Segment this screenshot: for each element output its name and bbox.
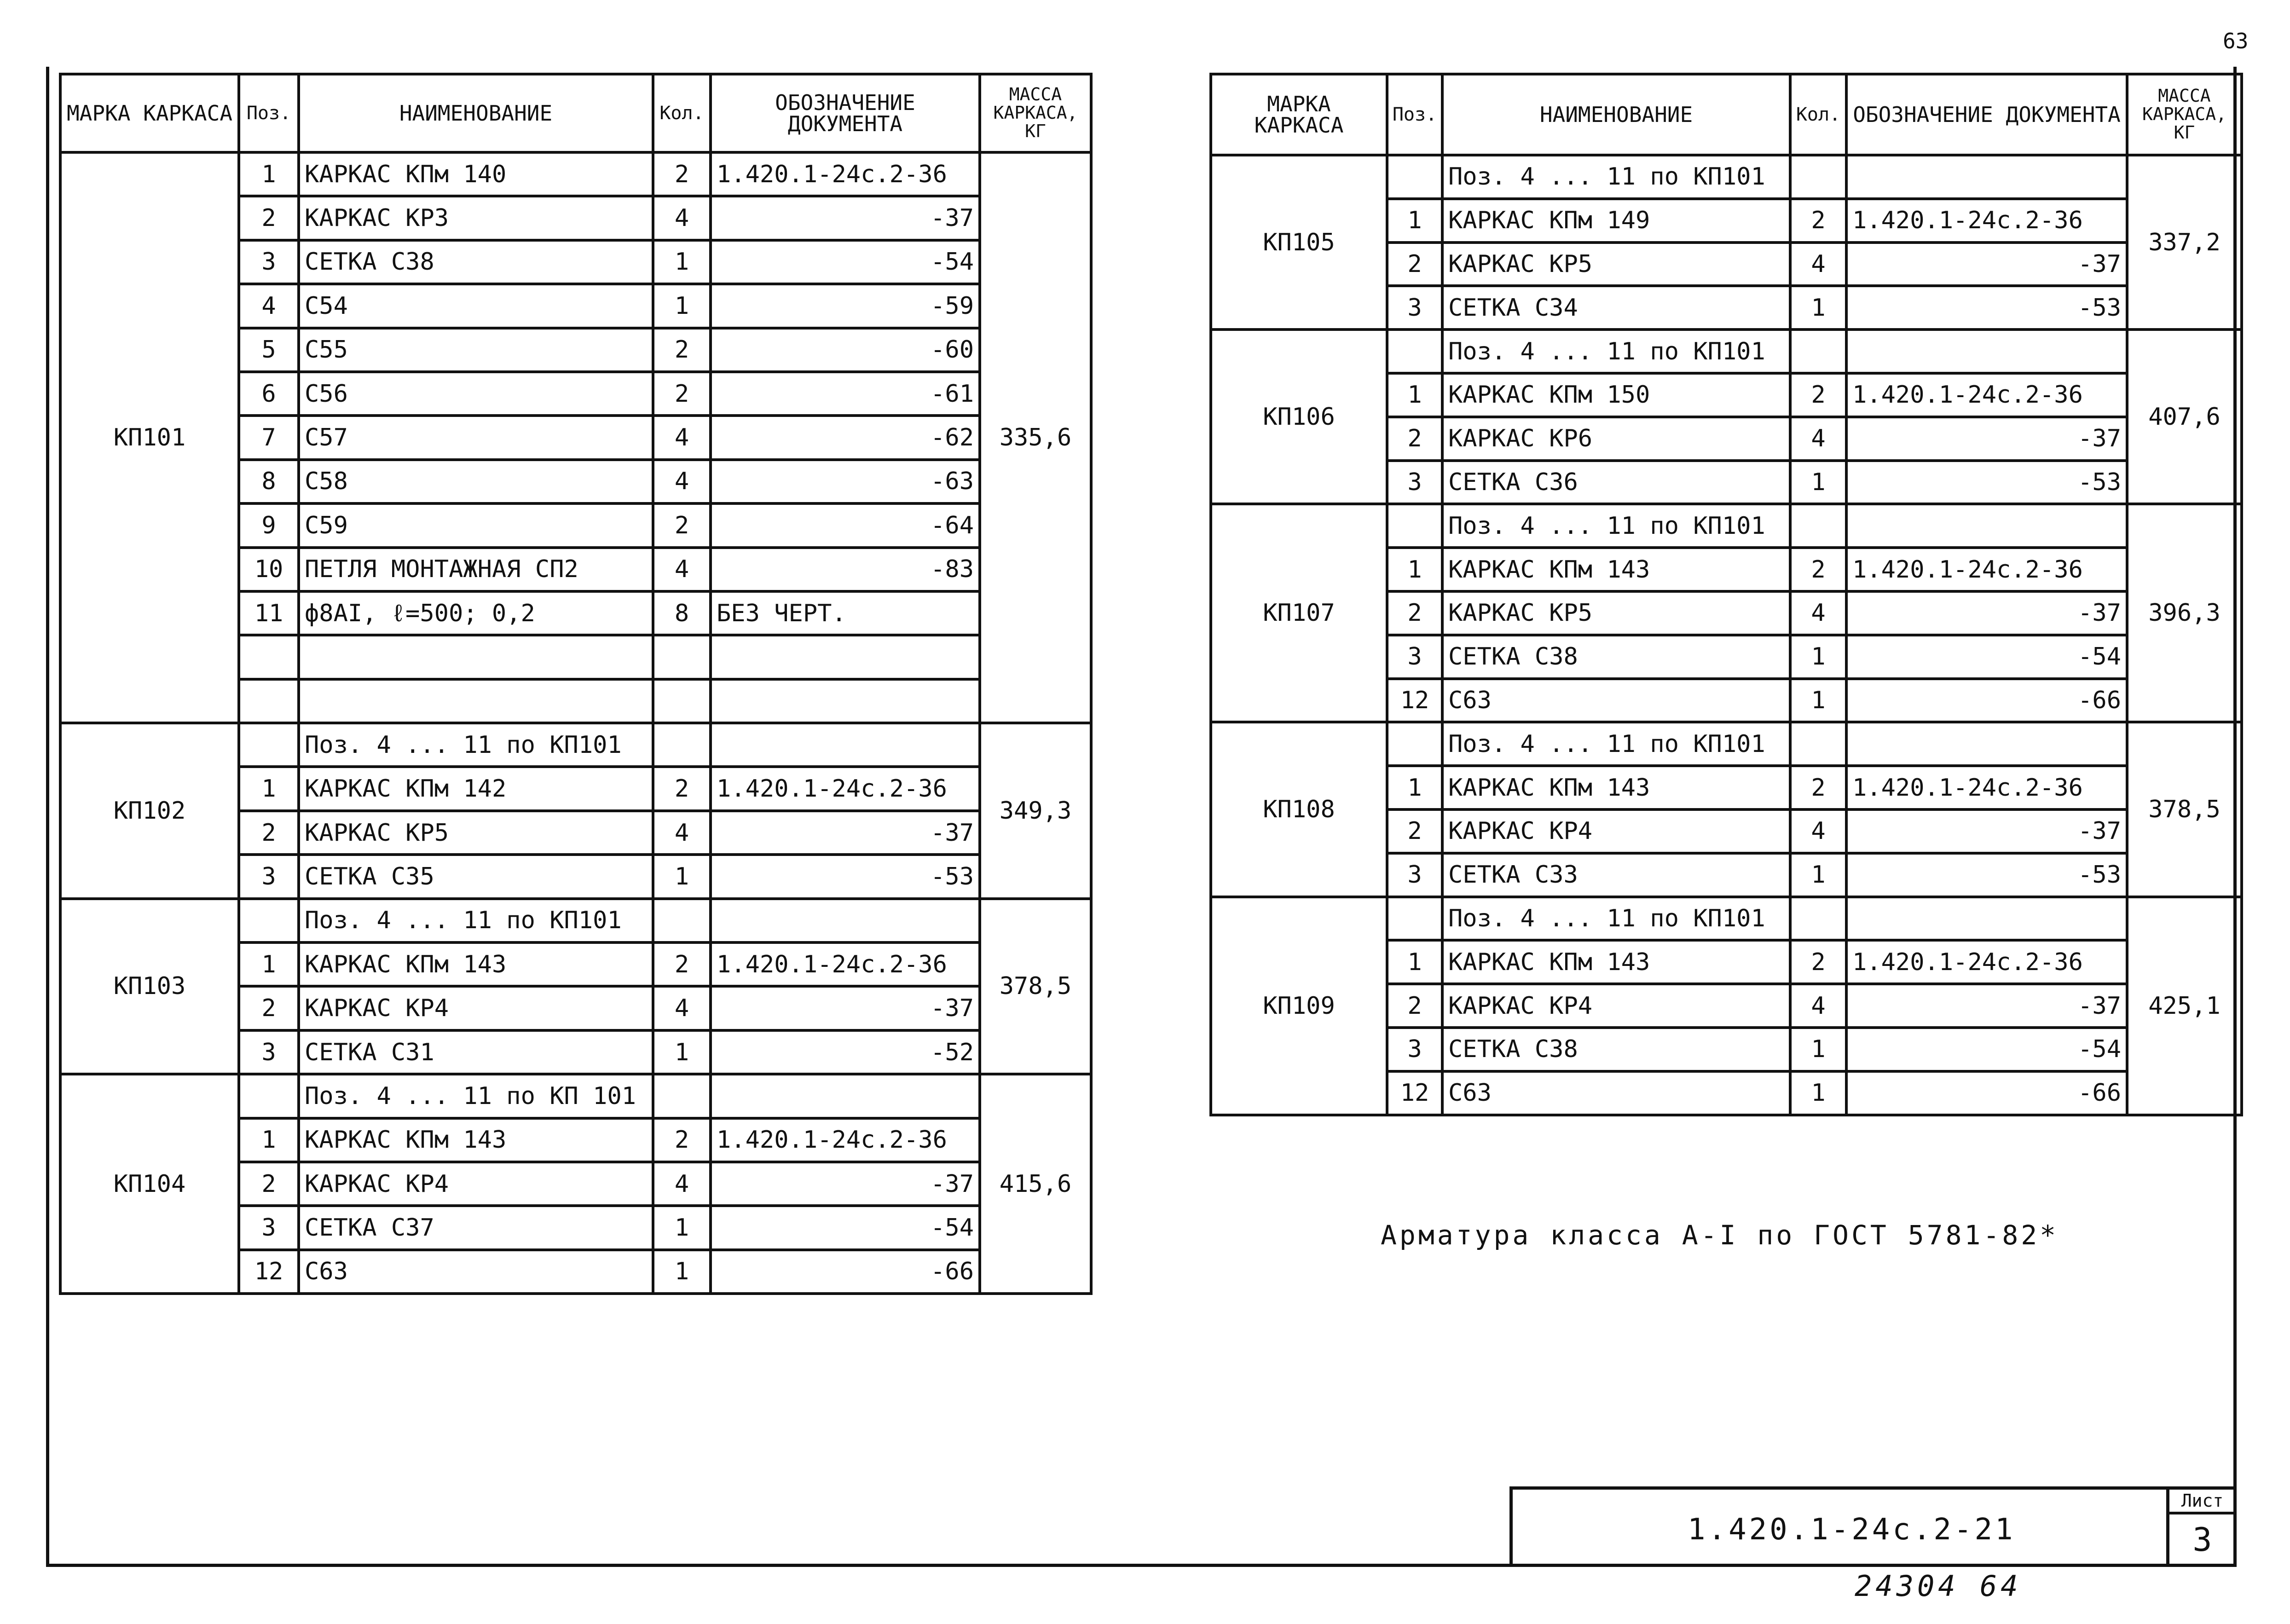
item-name: СЕТКА С38	[299, 240, 653, 284]
document-designation: -54	[1846, 1028, 2127, 1071]
item-quantity: 4	[1790, 417, 1846, 461]
item-quantity: 1	[1790, 635, 1846, 679]
frame-mass: 349,3	[980, 723, 1091, 899]
document-designation: -37	[711, 196, 980, 240]
position-number: 3	[239, 855, 299, 898]
frame-mass: 378,5	[980, 899, 1091, 1075]
item-name: Поз. 4 ... 11 по КП101	[1442, 897, 1790, 941]
frame-mass: 415,6	[980, 1074, 1091, 1294]
item-quantity: 1	[1790, 1071, 1846, 1115]
frame-mass: 335,6	[980, 152, 1091, 723]
item-quantity: 4	[1790, 243, 1846, 286]
position-number: 3	[1387, 1028, 1442, 1071]
header-doc: ОБОЗНАЧЕНИЕ ДОКУМЕНТА	[711, 74, 980, 152]
frame-mass: 425,1	[2127, 897, 2242, 1115]
item-name: С54	[299, 284, 653, 328]
document-designation: -54	[711, 1206, 980, 1249]
item-quantity: 2	[1790, 940, 1846, 984]
reinforcement-note: Арматура класса А-I по ГОСТ 5781-82*	[1381, 1219, 2059, 1251]
frame-mark: КП107	[1211, 504, 1387, 722]
item-quantity	[653, 723, 711, 767]
document-designation: 1.420.1-24с.2-36	[711, 767, 980, 810]
document-designation: -54	[711, 240, 980, 284]
header-name: НАИМЕНОВАНИЕ	[299, 74, 653, 152]
table-row	[60, 899, 1091, 942]
item-name: С63	[1442, 1071, 1790, 1115]
document-designation	[711, 635, 980, 679]
item-quantity: 4	[1790, 809, 1846, 853]
item-name: ф8АI, ℓ=500; 0,2	[299, 591, 653, 635]
item-name	[299, 635, 653, 679]
item-name: С58	[299, 460, 653, 503]
item-quantity: 4	[653, 548, 711, 591]
item-quantity: 4	[653, 1162, 711, 1206]
position-number: 2	[1387, 809, 1442, 853]
position-number: 5	[239, 328, 299, 372]
item-name: СЕТКА С37	[299, 1206, 653, 1249]
table-row	[1211, 329, 2242, 373]
position-number: 12	[1387, 1071, 1442, 1115]
document-designation: -52	[711, 1030, 980, 1074]
position-number	[239, 1074, 299, 1118]
header-pos: Поз.	[1387, 74, 1442, 155]
left-spec-table	[59, 73, 1093, 1295]
item-quantity	[653, 899, 711, 942]
table-row	[60, 1074, 1091, 1118]
position-number: 2	[239, 1162, 299, 1206]
position-number	[239, 899, 299, 942]
position-number: 1	[239, 942, 299, 986]
header-name: НАИМЕНОВАНИЕ	[1442, 74, 1790, 155]
item-quantity: 1	[1790, 461, 1846, 504]
frame-mark: КП102	[60, 723, 239, 899]
frame-mark: КП106	[1211, 329, 1387, 504]
sheet-label: Лист	[2169, 1490, 2235, 1514]
item-name	[299, 679, 653, 723]
frame-mass: 378,5	[2127, 722, 2242, 896]
document-designation	[711, 899, 980, 942]
document-designation: -37	[1846, 984, 2127, 1028]
position-number: 2	[1387, 417, 1442, 461]
item-quantity: 2	[653, 372, 711, 416]
position-number: 8	[239, 460, 299, 503]
document-designation	[1846, 722, 2127, 766]
frame-mark: КП104	[60, 1074, 239, 1294]
frame-mass: 407,6	[2127, 329, 2242, 504]
position-number: 1	[1387, 766, 1442, 809]
item-quantity	[1790, 329, 1846, 373]
position-number: 1	[1387, 940, 1442, 984]
document-designation	[711, 1074, 980, 1118]
position-number: 11	[239, 591, 299, 635]
item-quantity: 2	[653, 1118, 711, 1162]
item-name: СЕТКА С34	[1442, 286, 1790, 329]
position-number: 2	[1387, 984, 1442, 1028]
frame-mark: КП103	[60, 899, 239, 1075]
header-mark: МАРКА КАРКАСА	[60, 74, 239, 152]
position-number	[1387, 155, 1442, 199]
position-number: 2	[1387, 243, 1442, 286]
position-number: 3	[239, 240, 299, 284]
frame-mass: 337,2	[2127, 155, 2242, 329]
position-number: 3	[1387, 286, 1442, 329]
item-name: Поз. 4 ... 11 по КП101	[1442, 155, 1790, 199]
item-name: КАРКАС КР5	[299, 811, 653, 855]
item-quantity: 2	[1790, 199, 1846, 243]
item-name: С56	[299, 372, 653, 416]
document-designation: -60	[711, 328, 980, 372]
position-number	[1387, 329, 1442, 373]
position-number: 2	[1387, 591, 1442, 635]
item-name: Поз. 4 ... 11 по КП101	[299, 723, 653, 767]
item-name: Поз. 4 ... 11 по КП101	[1442, 722, 1790, 766]
document-designation: -66	[711, 1250, 980, 1294]
table-row	[60, 723, 1091, 767]
document-designation: -66	[1846, 679, 2127, 722]
item-quantity: 1	[1790, 853, 1846, 897]
position-number	[1387, 722, 1442, 766]
position-number: 1	[1387, 199, 1442, 243]
item-quantity: 4	[1790, 591, 1846, 635]
position-number: 1	[1387, 548, 1442, 591]
position-number: 10	[239, 548, 299, 591]
position-number: 1	[239, 152, 299, 196]
document-code: 1.420.1-24с.2-21	[1688, 1513, 2016, 1547]
item-name: КАРКАС КР6	[1442, 417, 1790, 461]
table-row	[1211, 897, 2242, 941]
item-quantity	[653, 1074, 711, 1118]
document-designation: -66	[1846, 1071, 2127, 1115]
item-name: СЕТКА С36	[1442, 461, 1790, 504]
item-name: СЕТКА С35	[299, 855, 653, 898]
position-number: 3	[1387, 461, 1442, 504]
table-row	[1211, 722, 2242, 766]
item-quantity: 4	[653, 416, 711, 459]
position-number: 1	[1387, 373, 1442, 417]
frame-mark: КП109	[1211, 897, 1387, 1115]
position-number: 7	[239, 416, 299, 459]
position-number	[239, 723, 299, 767]
item-quantity	[1790, 897, 1846, 941]
item-name: КАРКАС КПм 140	[299, 152, 653, 196]
frame-mass: 396,3	[2127, 504, 2242, 722]
position-number	[1387, 504, 1442, 548]
item-name: Поз. 4 ... 11 по КП101	[1442, 329, 1790, 373]
item-name: С57	[299, 416, 653, 459]
position-number: 2	[239, 986, 299, 1030]
item-name: КАРКАС КПм 142	[299, 767, 653, 810]
item-quantity: 4	[653, 986, 711, 1030]
position-number: 3	[1387, 853, 1442, 897]
item-quantity: 2	[653, 152, 711, 196]
item-name: КАРКАС КР4	[1442, 984, 1790, 1028]
position-number: 6	[239, 372, 299, 416]
position-number: 3	[239, 1030, 299, 1074]
document-designation: БЕЗ ЧЕРТ.	[711, 591, 980, 635]
item-quantity: 4	[653, 460, 711, 503]
document-designation: 1.420.1-24с.2-36	[1846, 766, 2127, 809]
item-quantity: 1	[653, 1250, 711, 1294]
item-name: КАРКАС КПм 143	[1442, 940, 1790, 984]
item-quantity	[653, 635, 711, 679]
right-spec-table	[1209, 73, 2243, 1116]
item-quantity: 2	[653, 767, 711, 810]
header-mass: МАССА КАРКАСА, КГ	[980, 74, 1091, 152]
item-quantity: 1	[653, 855, 711, 898]
document-designation: -37	[711, 1162, 980, 1206]
position-number: 4	[239, 284, 299, 328]
item-quantity: 1	[653, 1206, 711, 1249]
document-designation	[1846, 155, 2127, 199]
item-name: КАРКАС КПм 150	[1442, 373, 1790, 417]
item-quantity: 4	[1790, 984, 1846, 1028]
document-designation: -64	[711, 503, 980, 547]
item-name: КАРКАС КПм 143	[299, 1118, 653, 1162]
item-name: КАРКАС КР4	[299, 986, 653, 1030]
item-name: Поз. 4 ... 11 по КП101	[1442, 504, 1790, 548]
item-name: КАРКАС КР4	[1442, 809, 1790, 853]
item-quantity: 8	[653, 591, 711, 635]
item-quantity: 4	[653, 196, 711, 240]
position-number	[239, 635, 299, 679]
document-designation: -63	[711, 460, 980, 503]
item-name: СЕТКА С33	[1442, 853, 1790, 897]
document-designation: -37	[1846, 243, 2127, 286]
document-designation	[1846, 329, 2127, 373]
document-designation: 1.420.1-24с.2-36	[1846, 373, 2127, 417]
item-quantity: 2	[653, 942, 711, 986]
document-designation	[1846, 897, 2127, 941]
document-designation	[711, 723, 980, 767]
item-quantity: 2	[1790, 373, 1846, 417]
item-quantity: 1	[1790, 1028, 1846, 1071]
item-quantity: 2	[653, 503, 711, 547]
title-block	[1509, 1486, 2237, 1567]
item-name: С63	[299, 1250, 653, 1294]
header-mark: МАРКА КАРКАСА	[1211, 74, 1387, 155]
item-name: КАРКАС КР5	[1442, 243, 1790, 286]
position-number: 1	[239, 767, 299, 810]
item-name: КАРКАС КПм 143	[299, 942, 653, 986]
item-name: КАРКАС КПм 149	[1442, 199, 1790, 243]
item-name: КАРКАС КР4	[299, 1162, 653, 1206]
position-number: 12	[239, 1250, 299, 1294]
document-designation: -37	[1846, 591, 2127, 635]
document-designation: 1.420.1-24с.2-36	[1846, 940, 2127, 984]
document-designation: 1.420.1-24с.2-36	[1846, 548, 2127, 591]
item-name: С55	[299, 328, 653, 372]
item-name: СЕТКА С31	[299, 1030, 653, 1074]
document-designation: -61	[711, 372, 980, 416]
item-name: С63	[1442, 679, 1790, 722]
item-name: КАРКАС КР5	[1442, 591, 1790, 635]
item-quantity: 2	[1790, 548, 1846, 591]
item-quantity	[1790, 504, 1846, 548]
position-number: 2	[239, 811, 299, 855]
sheet-number: 3	[2192, 1521, 2212, 1559]
table-row	[60, 152, 1091, 196]
item-quantity: 1	[1790, 286, 1846, 329]
item-name: СЕТКА С38	[1442, 635, 1790, 679]
sheet-box	[2166, 1490, 2235, 1567]
header-doc: ОБОЗНАЧЕНИЕ ДОКУМЕНТА	[1846, 74, 2127, 155]
frame-mark: КП108	[1211, 722, 1387, 896]
position-number: 3	[239, 1206, 299, 1249]
item-name: КАРКАС КР3	[299, 196, 653, 240]
table-row	[1211, 155, 2242, 199]
item-name: ПЕТЛЯ МОНТАЖНАЯ СП2	[299, 548, 653, 591]
item-name: С59	[299, 503, 653, 547]
header-pos: Поз.	[239, 74, 299, 152]
item-quantity	[1790, 155, 1846, 199]
position-number: 12	[1387, 679, 1442, 722]
page-number-top: 63	[2223, 29, 2249, 53]
item-quantity: 1	[1790, 679, 1846, 722]
document-designation: -53	[1846, 461, 2127, 504]
item-name: СЕТКА С38	[1442, 1028, 1790, 1071]
document-designation: -53	[1846, 853, 2127, 897]
item-quantity: 1	[653, 240, 711, 284]
document-designation: -37	[1846, 417, 2127, 461]
position-number: 2	[239, 196, 299, 240]
document-designation: 1.420.1-24с.2-36	[711, 942, 980, 986]
item-name: КАРКАС КПм 143	[1442, 766, 1790, 809]
document-designation: -37	[711, 811, 980, 855]
position-number: 3	[1387, 635, 1442, 679]
header-mass: МАССА КАРКАСА, КГ	[2127, 74, 2242, 155]
position-number: 1	[239, 1118, 299, 1162]
document-designation: -53	[1846, 286, 2127, 329]
header-qty: Кол.	[653, 74, 711, 152]
document-designation: -83	[711, 548, 980, 591]
item-quantity: 4	[653, 811, 711, 855]
item-quantity: 1	[653, 284, 711, 328]
position-number: 9	[239, 503, 299, 547]
item-quantity: 1	[653, 1030, 711, 1074]
document-designation: -54	[1846, 635, 2127, 679]
document-designation: 1.420.1-24с.2-36	[711, 152, 980, 196]
item-quantity	[653, 679, 711, 723]
document-designation: -59	[711, 284, 980, 328]
position-number	[1387, 897, 1442, 941]
item-quantity: 2	[653, 328, 711, 372]
document-designation: 1.420.1-24с.2-36	[711, 1118, 980, 1162]
frame-mark: КП105	[1211, 155, 1387, 329]
item-name: КАРКАС КПм 143	[1442, 548, 1790, 591]
document-designation	[711, 679, 980, 723]
table-row	[1211, 504, 2242, 548]
frame-mark: КП101	[60, 152, 239, 723]
document-designation: -62	[711, 416, 980, 459]
item-quantity	[1790, 722, 1846, 766]
item-name: Поз. 4 ... 11 по КП 101	[299, 1074, 653, 1118]
item-name: Поз. 4 ... 11 по КП101	[299, 899, 653, 942]
header-qty: Кол.	[1790, 74, 1846, 155]
document-designation: 1.420.1-24с.2-36	[1846, 199, 2127, 243]
inventory-number: 24304 64	[1855, 1569, 2022, 1603]
document-designation: -37	[711, 986, 980, 1030]
document-designation: -37	[1846, 809, 2127, 853]
position-number	[239, 679, 299, 723]
document-designation	[1846, 504, 2127, 548]
document-designation: -53	[711, 855, 980, 898]
item-quantity: 2	[1790, 766, 1846, 809]
